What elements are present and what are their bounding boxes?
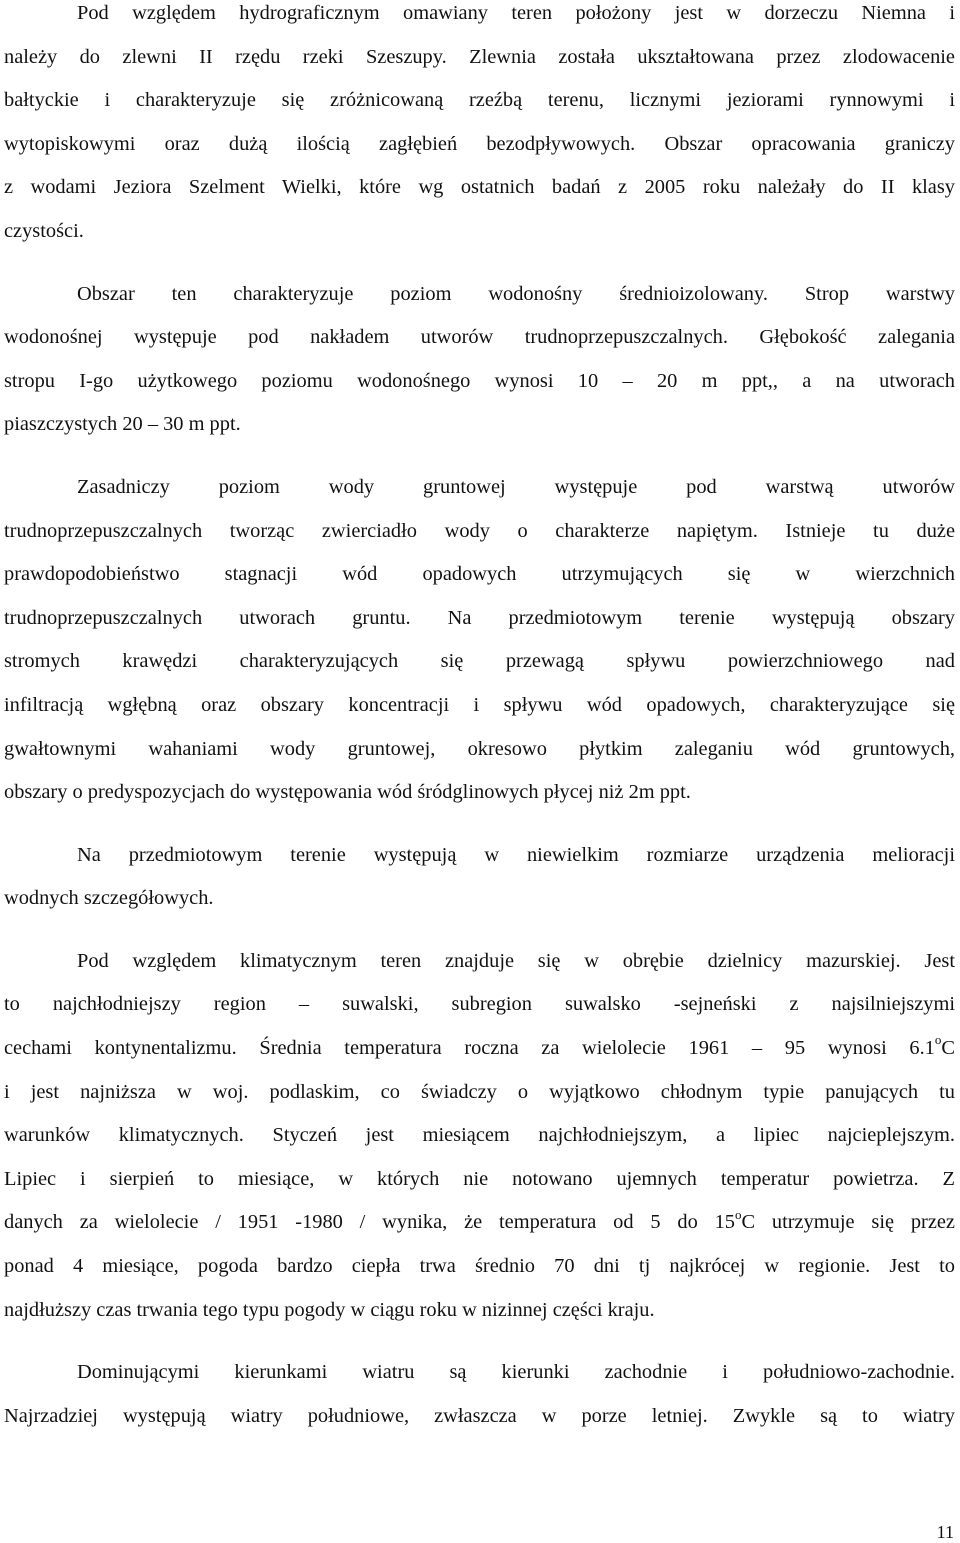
paragraph-wind — [4, 1351, 955, 1438]
text-line: Zasadniczy poziom wody gruntowej występuje pod warstwą utworów — [77, 475, 955, 498]
text-line: Pod względem klimatycznym teren znajduje się w obrębie dzielnicy mazurskiej. Jest — [77, 949, 955, 972]
text-segment: cechami kontynentalizmu. Średnia temperatura roczna za wielolecie 1961 – 95 wynosi 6.1 — [4, 1037, 935, 1060]
text-line: i jest najniższa w woj. podlaskim, co świadczy o wyjątkowo chłodnym typie panujących tu — [4, 1080, 955, 1103]
text-line: czystości. — [4, 219, 84, 242]
text-line: najdłuższy czas trwania tego typu pogody w ciągu roku w nizinnej części kraju. — [4, 1298, 655, 1321]
text-segment: C utrzymuje się przez — [741, 1211, 955, 1234]
degree-mark: o — [934, 1032, 942, 1048]
text-line: gwałtownymi wahaniami wody gruntowej, okresowo płytkim zaleganiu wód gruntowych, — [4, 737, 955, 760]
text-line: wodonośnej występuje pod nakładem utworów trudnoprzepuszczalnych. Głębokość zalegania — [4, 326, 955, 349]
text-line: wodnych szczegółowych. — [4, 887, 214, 910]
text-line: Lipiec i sierpień to miesiące, w których nie notowano ujemnych temperatur powietrza. Z — [4, 1167, 955, 1190]
text-line: trudnoprzepuszczalnych utworach gruntu. Na przedmiotowym terenie występują obszary — [4, 606, 955, 629]
text-segment: C — [941, 1037, 955, 1060]
text-line: ponad 4 miesiące, pogoda bardzo ciepła trwa średnio 70 dni tj najkrócej w regionie. Jest to — [4, 1255, 955, 1278]
text-line: warunków klimatycznych. Styczeń jest miesiącem najchłodniejszym, a lipiec najcieplejszym. — [4, 1124, 955, 1147]
text-line: bałtyckie i charakteryzuje się zróżnicowaną rzeźbą terenu, licznymi jeziorami rynnowymi i — [4, 89, 955, 112]
text-line: wytopiskowymi oraz dużą ilością zagłębień bezodpływowych. Obszar opracowania graniczy — [4, 132, 955, 155]
page-number: 11 — [936, 1522, 954, 1542]
text-line: należy do zlewni II rzędu rzeki Szeszupy. Zlewnia została ukształtowana przez zlodowacenie — [4, 45, 955, 68]
text-line: to najchłodniejszy region – suwalski, subregion suwalsko -sejneński z najsilniejszymi — [4, 993, 955, 1016]
text-line: prawdopodobieństwo stagnacji wód opadowych utrzymujących się w wierzchnich — [4, 563, 955, 586]
text-line: Dominującymi kierunkami wiatru są kierunki zachodnie i południowo-zachodnie. — [77, 1361, 955, 1384]
text-line: piaszczystych 20 – 30 m ppt. — [4, 413, 241, 436]
text-line: obszary o predyspozycjach do występowania wód śródglinowych płycej niż 2m ppt. — [4, 781, 691, 804]
text-line: Pod względem hydrograficznym omawiany teren położony jest w dorzeczu Niemna i — [77, 2, 955, 24]
paragraph-melioration — [4, 834, 955, 921]
text-segment: danych za wielolecie / 1951 -1980 / wynika, że temperatura od 5 do 15 — [4, 1211, 735, 1234]
paragraph-climate — [4, 940, 955, 1332]
paragraph-aquifer — [4, 273, 955, 447]
text-line: z wodami Jeziora Szelment Wielki, które wg ostatnich badań z 2005 roku należały do II klasy — [4, 176, 955, 199]
text-line: trudnoprzepuszczalnych tworząc zwierciadło wody o charakterze napiętym. Istnieje tu duże — [4, 519, 955, 542]
text-line: Najrzadziej występują wiatry południowe, zwłaszcza w porze letniej. Zwykle są to wiatry — [4, 1404, 955, 1427]
text-line: stromych krawędzi charakteryzujących się przewagą spływu powierzchniowego nad — [4, 650, 955, 673]
document-page — [4, 0, 955, 1438]
paragraph-hydrography — [4, 0, 955, 254]
text-line: Na przedmiotowym terenie występują w niewielkim rozmiarze urządzenia melioracji — [77, 843, 955, 866]
text-line: stropu I-go użytkowego poziomu wodonośnego wynosi 10 – 20 m ppt,, a na utworach — [4, 369, 955, 392]
paragraph-groundwater — [4, 466, 955, 815]
text-line-with-degree — [4, 1027, 955, 1071]
text-line: infiltracją wgłębną oraz obszary koncentracji i spływu wód opadowych, charakteryzujące się — [4, 693, 955, 716]
text-line-with-degree — [4, 1201, 955, 1245]
text-line: Obszar ten charakteryzuje poziom wodonośny średnioizolowany. Strop warstwy — [77, 282, 955, 305]
degree-mark: o — [734, 1206, 742, 1222]
